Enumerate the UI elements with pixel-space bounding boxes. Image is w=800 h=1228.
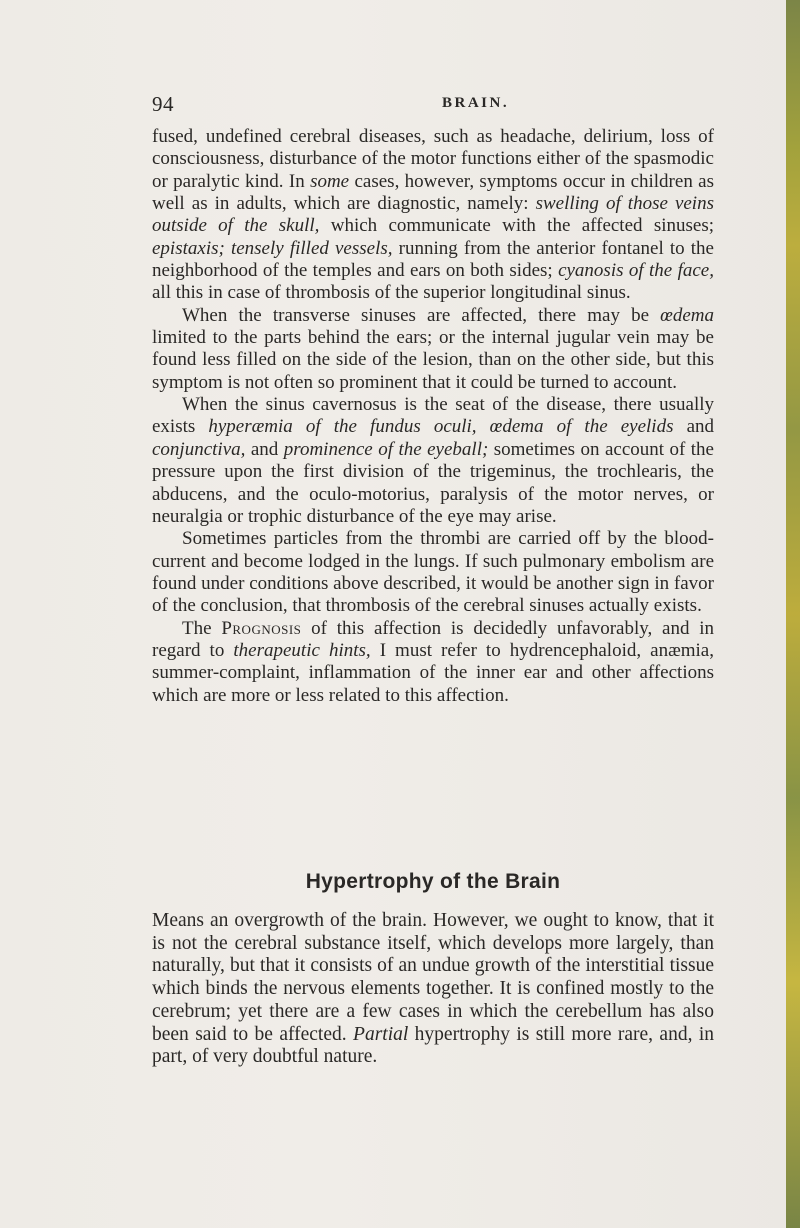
italic-run: conjunctiva,	[152, 438, 246, 460]
paragraph	[152, 126, 714, 305]
running-head: BRAIN.	[442, 95, 510, 111]
paragraph	[152, 910, 714, 1069]
italic-run: œdema	[660, 304, 714, 326]
text-run: hypertrophy is still more rare, and, in part, of very doubtful nature.	[152, 1023, 715, 1068]
text-run: The	[182, 617, 222, 639]
page-edge	[786, 0, 800, 1228]
text-run: When the sinus cavernosus is the seat of the disease, there usually exists	[152, 394, 714, 438]
text-run: When the transverse sinuses are affected, there may be	[182, 304, 661, 326]
text-run: fused, undefined cerebral diseases, such as headache, delirium, loss of consciousness, disturbance of the motor functions either of the spasmodic or paralytic kind. In	[152, 126, 714, 192]
italic-run: prominence of the eyeball;	[283, 438, 489, 460]
italic-run: some	[310, 170, 350, 192]
text-run: all this in case of thrombosis of the superior longitudinal sinus.	[152, 282, 631, 304]
italic-run: therapeutic hints,	[233, 639, 371, 661]
paragraph	[152, 394, 714, 528]
italic-run: hyperæmia of the fundus oculi, œdema of the eyelids	[208, 416, 674, 438]
text-run: and	[245, 438, 284, 460]
italic-run: swelling of those veins outside of the skull,	[152, 193, 714, 237]
paragraph	[152, 618, 714, 707]
small-caps-run: Prognosis	[221, 617, 302, 639]
italic-run: cyanosis of the face,	[558, 260, 714, 282]
text-run: limited to the parts behind the ears; or the internal jugular vein may be found less filled on the side of the lesion, than on the other side, but this symptom is not often so prominent that it could be turned to account.	[152, 327, 714, 393]
italic-run: epistaxis; tensely filled vessels,	[152, 237, 393, 259]
body-text	[152, 126, 714, 707]
paragraph	[152, 305, 714, 394]
text-run: sometimes on account of the pressure upon the first division of the trigeminus, the trochlearis, the abducens, and the oculo-motorius, paralysis of the motor nerves, or neuralgia or trophic disturbance of the eye may arise.	[152, 438, 714, 527]
text-run: running from the anterior fontanel to the neighborhood of the temples and ears on both sides;	[152, 237, 714, 282]
section-heading: Hypertrophy of the Brain	[305, 870, 561, 893]
text-run: which communicate with the affected sinuses;	[319, 215, 714, 237]
text-run: Means an overgrowth of the brain. However, we ought to know, that it is not the cerebral substance itself, which develops more largely, than naturally, but that it consists of an undue growth of the interstitial tissue which binds the nervous elements together. It is confined mostly to the cerebrum; yet there are a few cases in which the cerebellum has also been said to be affected.	[152, 910, 714, 1045]
body-text-2	[152, 910, 714, 1069]
text-run: I must refer to hydrencephaloid, anæmia, summer-complaint, inflammation of the inner ear and other affections which are more or less related to this affection.	[152, 639, 714, 706]
paragraph	[152, 528, 714, 617]
text-run: Sometimes particles from the thrombi are carried off by the blood-current and become lodged in the lungs. If such pulmonary embolism are found under conditions above described, it would be another sign in favor of the conclusion, that thrombosis of the cerebral sinuses actually exists.	[152, 528, 714, 617]
italic-run: Partial	[353, 1023, 409, 1045]
text-run: of this affection is decidedly unfavorably, and in regard to	[152, 617, 714, 661]
text-run: cases, however, symptoms occur in children as well as in adults, which are diagnostic, namely:	[152, 170, 714, 215]
page-number: 94	[152, 92, 174, 116]
text-run: and	[673, 416, 715, 438]
page-header	[152, 92, 712, 118]
